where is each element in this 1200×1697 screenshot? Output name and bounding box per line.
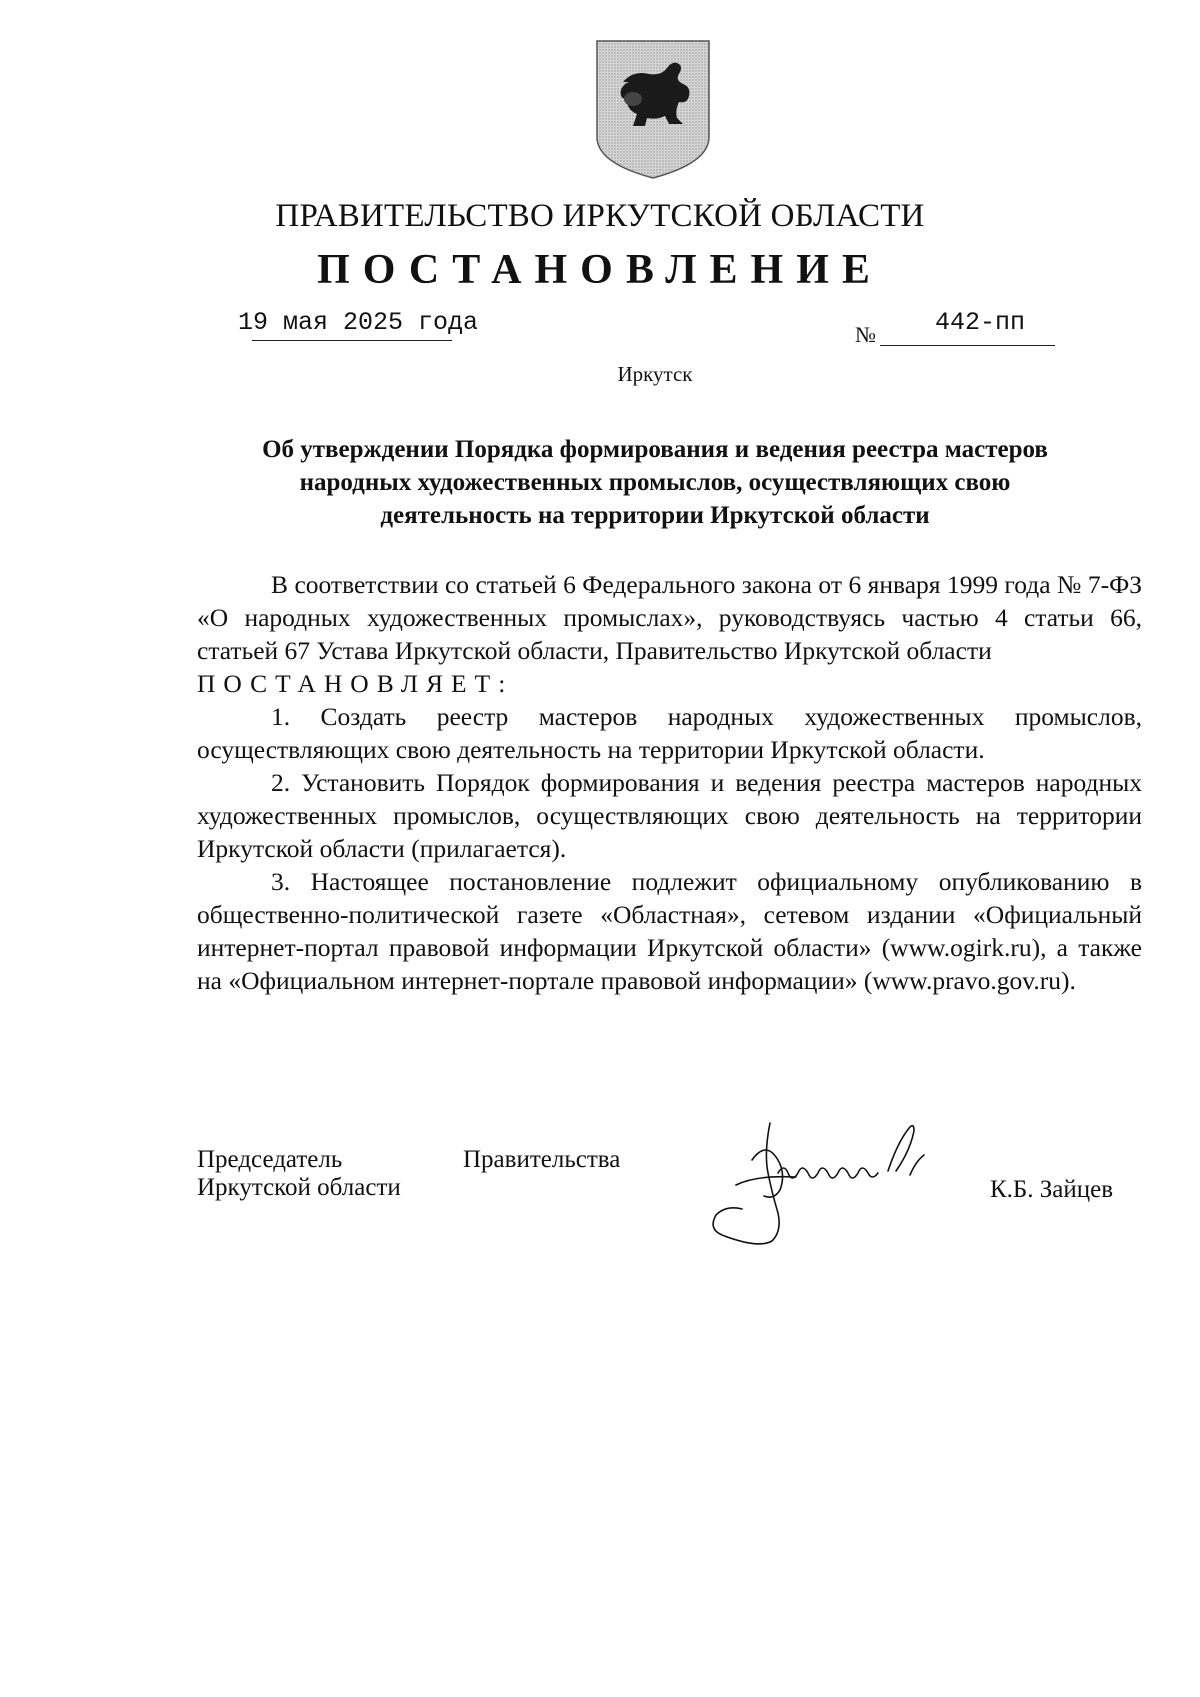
- signatory-title: [197, 1146, 401, 1202]
- resolves-heading: ПОСТАНОВЛЯЕТ:: [197, 669, 514, 698]
- city: Иркутск: [617, 362, 693, 386]
- document-date: 19 мая 2025 года: [238, 308, 479, 337]
- item-paragraph: 2. Установить Порядок формирования и ведения реестра мастеров народных художественных промыслов, осуществляющих свою деятельность на территории Иркутской области (прилагается).: [197, 768, 1142, 863]
- date-underline: [252, 340, 452, 341]
- document-number: 442-пп: [935, 308, 1026, 337]
- item-paragraph: 3. Настоящее постановление подлежит официальному опубликованию в общественно-политической газете «Областная», сетевом издании «Официальный интернет-портал правовой информации Иркутской области» (www.ogirk.ru), а также на «Официальном интернет-портале правовой информации» (www.pravo.gov.ru).: [197, 867, 1142, 995]
- preamble-paragraph: В соответствии со статьей 6 Федерального закона от 6 января 1999 года № 7-ФЗ «О народных художественных промыслах», руководствуясь частью 4 статьи 66, статьей 67 Устава Иркутской области, Правительство Иркутской области: [197, 570, 1142, 665]
- title-line: деятельность на территории Иркутской области: [380, 502, 930, 529]
- number-underline: [880, 345, 1055, 346]
- coat-of-arms-icon: [593, 37, 713, 182]
- number-sign: №: [855, 322, 876, 347]
- item-paragraph: 1. Создать реестр мастеров народных художественных промыслов, осуществляющих свою деятельность на территории Иркутской области.: [197, 702, 1142, 764]
- document-title: [210, 433, 1100, 532]
- government-name: ПРАВИТЕЛЬСТВО ИРКУТСКОЙ ОБЛАСТИ: [275, 198, 925, 234]
- signatory-title-line: Иркутской области: [197, 1174, 401, 1201]
- signatory-title-word: Правительства: [463, 1146, 621, 1173]
- title-line: народных художественных промыслов, осуществляющих свою: [299, 469, 1011, 496]
- document-body: [197, 568, 1142, 997]
- title-line: Об утверждении Порядка формирования и ведения реестра мастеров: [262, 436, 1048, 463]
- document-type: ПОСТАНОВЛЕНИЕ: [317, 247, 883, 293]
- signatory-name: К.Б. Зайцев: [990, 1176, 1114, 1203]
- signatory-title-line: Председатель: [197, 1146, 343, 1173]
- handwritten-signature: [700, 1115, 990, 1255]
